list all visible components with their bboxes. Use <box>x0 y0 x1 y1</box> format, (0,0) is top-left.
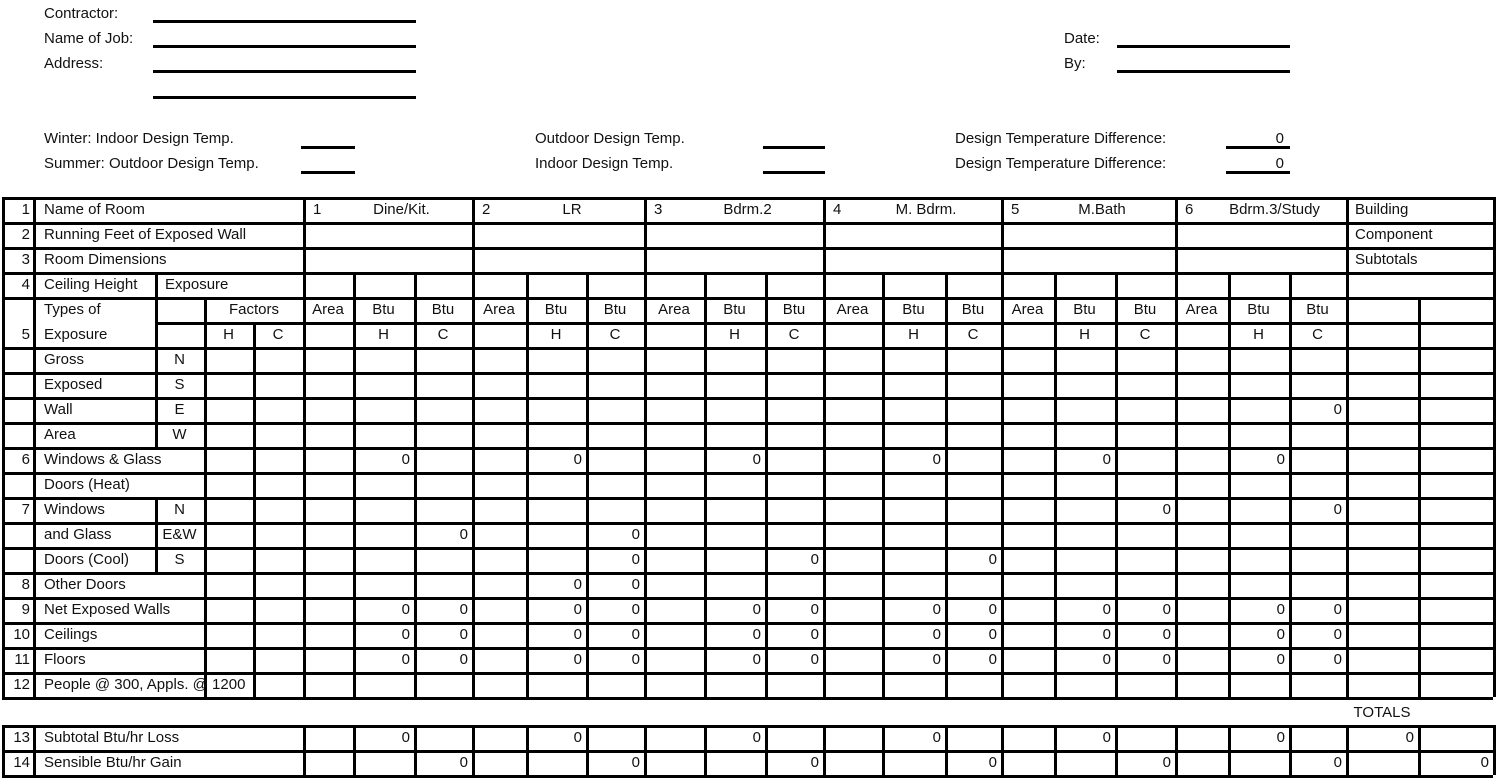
grid-line <box>2 547 1493 550</box>
room-name: LR <box>562 201 582 218</box>
zero-value: 0 <box>810 551 819 568</box>
by-label: By: <box>1064 55 1086 72</box>
building-subtotals-label: Subtotals <box>1355 251 1418 268</box>
zero-value: 0 <box>752 651 761 668</box>
zero-value: 0 <box>631 626 640 643</box>
windows-cool-label: Windows <box>44 501 105 518</box>
btu-c-header: C <box>609 326 621 343</box>
zero-value: 0 <box>459 754 468 771</box>
grid-line <box>253 322 256 697</box>
grid-line <box>472 197 475 697</box>
factor-h-label: H <box>223 326 234 343</box>
floors-label: Floors <box>44 651 86 668</box>
grid-line <box>1346 197 1349 697</box>
zero-value: 0 <box>1102 601 1111 618</box>
direction-n: N <box>174 501 185 518</box>
btu-c-header: C <box>1139 326 1151 343</box>
row-number: 8 <box>21 576 30 593</box>
direction-e: E <box>174 401 185 418</box>
room-name: M. Bdrm. <box>895 201 957 218</box>
grid-line <box>2 372 1493 375</box>
grid-line <box>2 397 1493 400</box>
zero-value: 0 <box>459 601 468 618</box>
windows-cool-label: Doors (Cool) <box>44 551 130 568</box>
zero-value: 0 <box>988 651 997 668</box>
zero-value: 0 <box>752 729 761 746</box>
zero-value: 0 <box>573 626 582 643</box>
winter-indoor-label: Winter: Indoor Design Temp. <box>44 130 234 147</box>
room-number: 5 <box>1011 201 1020 218</box>
btu-h-header: H <box>908 326 919 343</box>
grid-line <box>2 422 1493 425</box>
btu-header: Btu <box>603 301 627 318</box>
grid-line <box>155 297 158 447</box>
room-number: 4 <box>833 201 842 218</box>
btu-header: Btu <box>782 301 806 318</box>
direction-n: N <box>174 351 185 368</box>
zero-value: 0 <box>401 451 410 468</box>
zero-value: 0 <box>810 601 819 618</box>
indoor-design-label: Indoor Design Temp. <box>535 155 674 172</box>
zero-value: 0 <box>1333 501 1342 518</box>
btu-c-header: C <box>967 326 979 343</box>
zero-value: 0 <box>1276 729 1285 746</box>
row-number: 9 <box>21 601 30 618</box>
grid-line <box>644 725 647 775</box>
zero-value: 0 <box>459 651 468 668</box>
windows-heat-label: Windows & Glass <box>44 451 162 468</box>
grid-line <box>1175 197 1178 697</box>
zero-value: 0 <box>459 526 468 543</box>
btu-h-header: H <box>1253 326 1264 343</box>
zero-value: 0 <box>932 626 941 643</box>
grid-line <box>823 725 826 775</box>
types-of-exposure-label: Types of <box>44 301 101 318</box>
exposure-label: Exposure <box>165 276 229 293</box>
design-diff-label-2: Design Temperature Difference: <box>955 155 1167 172</box>
room-name: M.Bath <box>1078 201 1126 218</box>
btu-header: Btu <box>372 301 395 318</box>
grid-line <box>2 622 1493 625</box>
grid-line <box>1418 297 1421 697</box>
zero-value: 0 <box>1102 451 1111 468</box>
area-header: Area <box>1011 301 1044 318</box>
factor-c-label: C <box>272 326 284 343</box>
grid-line <box>823 197 826 697</box>
room-name: Bdrm.2 <box>723 201 772 218</box>
zero-value: 0 <box>752 451 761 468</box>
job-name-label: Name of Job: <box>44 30 134 47</box>
grid-line <box>472 725 475 775</box>
totals-label: TOTALS <box>1353 704 1411 721</box>
row-number: 7 <box>21 501 30 518</box>
zero-value: 0 <box>401 729 410 746</box>
direction-ew: E&W <box>162 526 197 543</box>
zero-value: 0 <box>1162 501 1171 518</box>
row-number: 14 <box>13 754 30 771</box>
btu-header: Btu <box>1247 301 1270 318</box>
grid-line <box>1001 197 1004 697</box>
direction-s: S <box>174 376 185 393</box>
other-doors-label: Other Doors <box>44 576 126 593</box>
grid-line <box>2 472 1493 475</box>
grid-line <box>2 597 1493 600</box>
table-right-border <box>1493 197 1496 697</box>
btu-header: Btu <box>961 301 985 318</box>
row-number: 3 <box>21 251 30 268</box>
zero-value: 0 <box>401 626 410 643</box>
zero-value: 0 <box>988 551 997 568</box>
btu-c-header: C <box>788 326 800 343</box>
net-exposed-walls-label: Net Exposed Walls <box>44 601 171 618</box>
zero-value: 0 <box>752 601 761 618</box>
grid-line <box>155 272 158 297</box>
zero-value: 0 <box>631 576 640 593</box>
grid-line <box>2 347 1493 350</box>
grid-line <box>2 647 1493 650</box>
grid-line <box>2 672 1493 675</box>
room-number: 3 <box>654 201 663 218</box>
zero-value: 0 <box>1333 401 1342 418</box>
zero-value: 0 <box>1276 451 1285 468</box>
zero-value: 0 <box>1162 601 1171 618</box>
zero-value: 0 <box>752 626 761 643</box>
zero-value: 0 <box>631 551 640 568</box>
zero-value: 0 <box>1333 626 1342 643</box>
people-appliances-label: People @ 300, Appls. @ 1200 <box>44 676 246 693</box>
table-top-border <box>2 197 1493 200</box>
grid-line <box>2 497 1493 500</box>
zero-value: 0 <box>573 651 582 668</box>
grid-line <box>204 297 207 697</box>
zero-value: 0 <box>401 601 410 618</box>
btu-h-header: H <box>1079 326 1090 343</box>
factors-label: Factors <box>228 301 279 318</box>
address-label: Address: <box>44 55 104 72</box>
row-number: 10 <box>13 626 30 643</box>
btu-h-header: H <box>378 326 389 343</box>
btu-header: Btu <box>902 301 925 318</box>
zero-value: 0 <box>631 601 640 618</box>
grid-line <box>2 272 1493 275</box>
grid-line <box>33 725 36 775</box>
area-header: Area <box>836 301 869 318</box>
btu-h-header: H <box>550 326 562 343</box>
area-header: Area <box>1185 301 1218 318</box>
zero-value: 0 <box>573 576 582 593</box>
btu-c-header: C <box>437 326 449 343</box>
btu-header: Btu <box>1133 301 1157 318</box>
row-number: 5 <box>21 326 30 343</box>
row-number: 4 <box>21 276 30 293</box>
zero-value: 0 <box>1276 601 1285 618</box>
sensible-gain-label: Sensible Btu/hr Gain <box>44 754 182 771</box>
zero-value: 0 <box>810 651 819 668</box>
row-number: 11 <box>14 651 30 668</box>
zero-value: 0 <box>988 754 997 771</box>
zero-value: 0 <box>932 729 941 746</box>
building-subtotals-label: Component <box>1355 226 1433 243</box>
area-header: Area <box>483 301 515 318</box>
grid-line <box>644 197 647 697</box>
table-left-border <box>2 197 5 697</box>
zero-value: 0 <box>810 626 819 643</box>
btu-header: Btu <box>544 301 568 318</box>
room-number: 2 <box>482 201 491 218</box>
zero-value: 0 <box>1276 626 1285 643</box>
windows-heat-label: Doors (Heat) <box>44 476 130 493</box>
grid-line <box>1346 725 1349 775</box>
zero-value: 0 <box>988 626 997 643</box>
zero-value: 0 <box>1333 651 1342 668</box>
room-number: 1 <box>313 201 322 218</box>
zero-value: 0 <box>810 754 819 771</box>
grid-line <box>303 197 306 697</box>
zero-value: 0 <box>1102 729 1111 746</box>
room-number: 6 <box>1185 201 1194 218</box>
subtotal-loss-label: Subtotal Btu/hr Loss <box>44 729 180 746</box>
direction-w: W <box>172 426 187 443</box>
grid-line <box>1418 725 1421 775</box>
btu-header: Btu <box>723 301 746 318</box>
design-diff-value-2: 0 <box>1275 155 1284 172</box>
summer-outdoor-label: Summer: Outdoor Design Temp. <box>44 155 259 172</box>
zero-value: 0 <box>401 651 410 668</box>
zero-value: 0 <box>988 601 997 618</box>
room-name: Bdrm.3/Study <box>1229 201 1320 218</box>
grid-line <box>1493 725 1496 775</box>
zero-value: 0 <box>1405 729 1414 746</box>
grid-line <box>33 197 36 697</box>
area-header: Area <box>658 301 690 318</box>
zero-value: 0 <box>1102 626 1111 643</box>
zero-value: 0 <box>1333 601 1342 618</box>
grid-line <box>2 222 1493 225</box>
row-number: 13 <box>13 729 30 746</box>
windows-cool-label: and Glass <box>44 526 112 543</box>
date-label: Date: <box>1064 30 1100 47</box>
zero-value: 0 <box>1480 754 1489 771</box>
zero-value: 0 <box>1162 651 1171 668</box>
table-bottom-border <box>2 775 1493 778</box>
running-feet-label: Running Feet of Exposed Wall <box>44 226 247 243</box>
grid-line <box>2 447 1493 450</box>
zero-value: 0 <box>1102 651 1111 668</box>
zero-value: 0 <box>1162 754 1171 771</box>
row-number: 1 <box>21 201 30 218</box>
outdoor-design-label: Outdoor Design Temp. <box>535 130 685 147</box>
zero-value: 0 <box>932 651 941 668</box>
btu-header: Btu <box>1073 301 1096 318</box>
zero-value: 0 <box>631 651 640 668</box>
zero-value: 0 <box>1162 626 1171 643</box>
ceilings-label: Ceilings <box>44 626 98 643</box>
btu-header: Btu <box>431 301 455 318</box>
zero-value: 0 <box>631 754 640 771</box>
building-subtotals-label: Building <box>1355 201 1409 218</box>
row-number: 2 <box>21 226 30 243</box>
btu-c-header: C <box>1312 326 1323 343</box>
ceiling-height-label: Ceiling Height <box>44 276 138 293</box>
name-of-room-label: Name of Room <box>44 201 145 218</box>
grid-line <box>2 697 1493 700</box>
room-name: Dine/Kit. <box>373 201 430 218</box>
zero-value: 0 <box>932 601 941 618</box>
row-number: 6 <box>21 451 30 468</box>
gross-exposed-wall-label: Gross <box>44 351 85 368</box>
zero-value: 0 <box>573 601 582 618</box>
zero-value: 0 <box>631 526 640 543</box>
room-dimensions-label: Room Dimensions <box>44 251 167 268</box>
btu-header: Btu <box>1306 301 1329 318</box>
grid-line <box>2 247 1493 250</box>
zero-value: 0 <box>459 626 468 643</box>
row-number: 12 <box>13 676 30 693</box>
gross-exposed-wall-label: Wall <box>44 401 73 418</box>
gross-exposed-wall-label: Area <box>44 426 76 443</box>
zero-value: 0 <box>573 729 582 746</box>
zero-value: 0 <box>1333 754 1342 771</box>
grid-line <box>2 522 1493 525</box>
totals-section-top <box>2 725 1493 728</box>
grid-line <box>2 572 1493 575</box>
direction-s: S <box>174 551 185 568</box>
gross-exposed-wall-label: Exposed <box>44 376 103 393</box>
grid-line <box>2 297 1493 300</box>
zero-value: 0 <box>932 451 941 468</box>
grid-line <box>1001 725 1004 775</box>
zero-value: 0 <box>573 451 582 468</box>
grid-line <box>1175 725 1178 775</box>
contractor-label: Contractor: <box>44 5 119 22</box>
area-header: Area <box>312 301 344 318</box>
types-of-exposure-label: Exposure <box>44 326 108 343</box>
grid-line <box>2 750 1493 753</box>
design-diff-value-1: 0 <box>1275 130 1284 147</box>
btu-h-header: H <box>729 326 740 343</box>
zero-value: 0 <box>1276 651 1285 668</box>
design-diff-label-1: Design Temperature Difference: <box>955 130 1167 147</box>
